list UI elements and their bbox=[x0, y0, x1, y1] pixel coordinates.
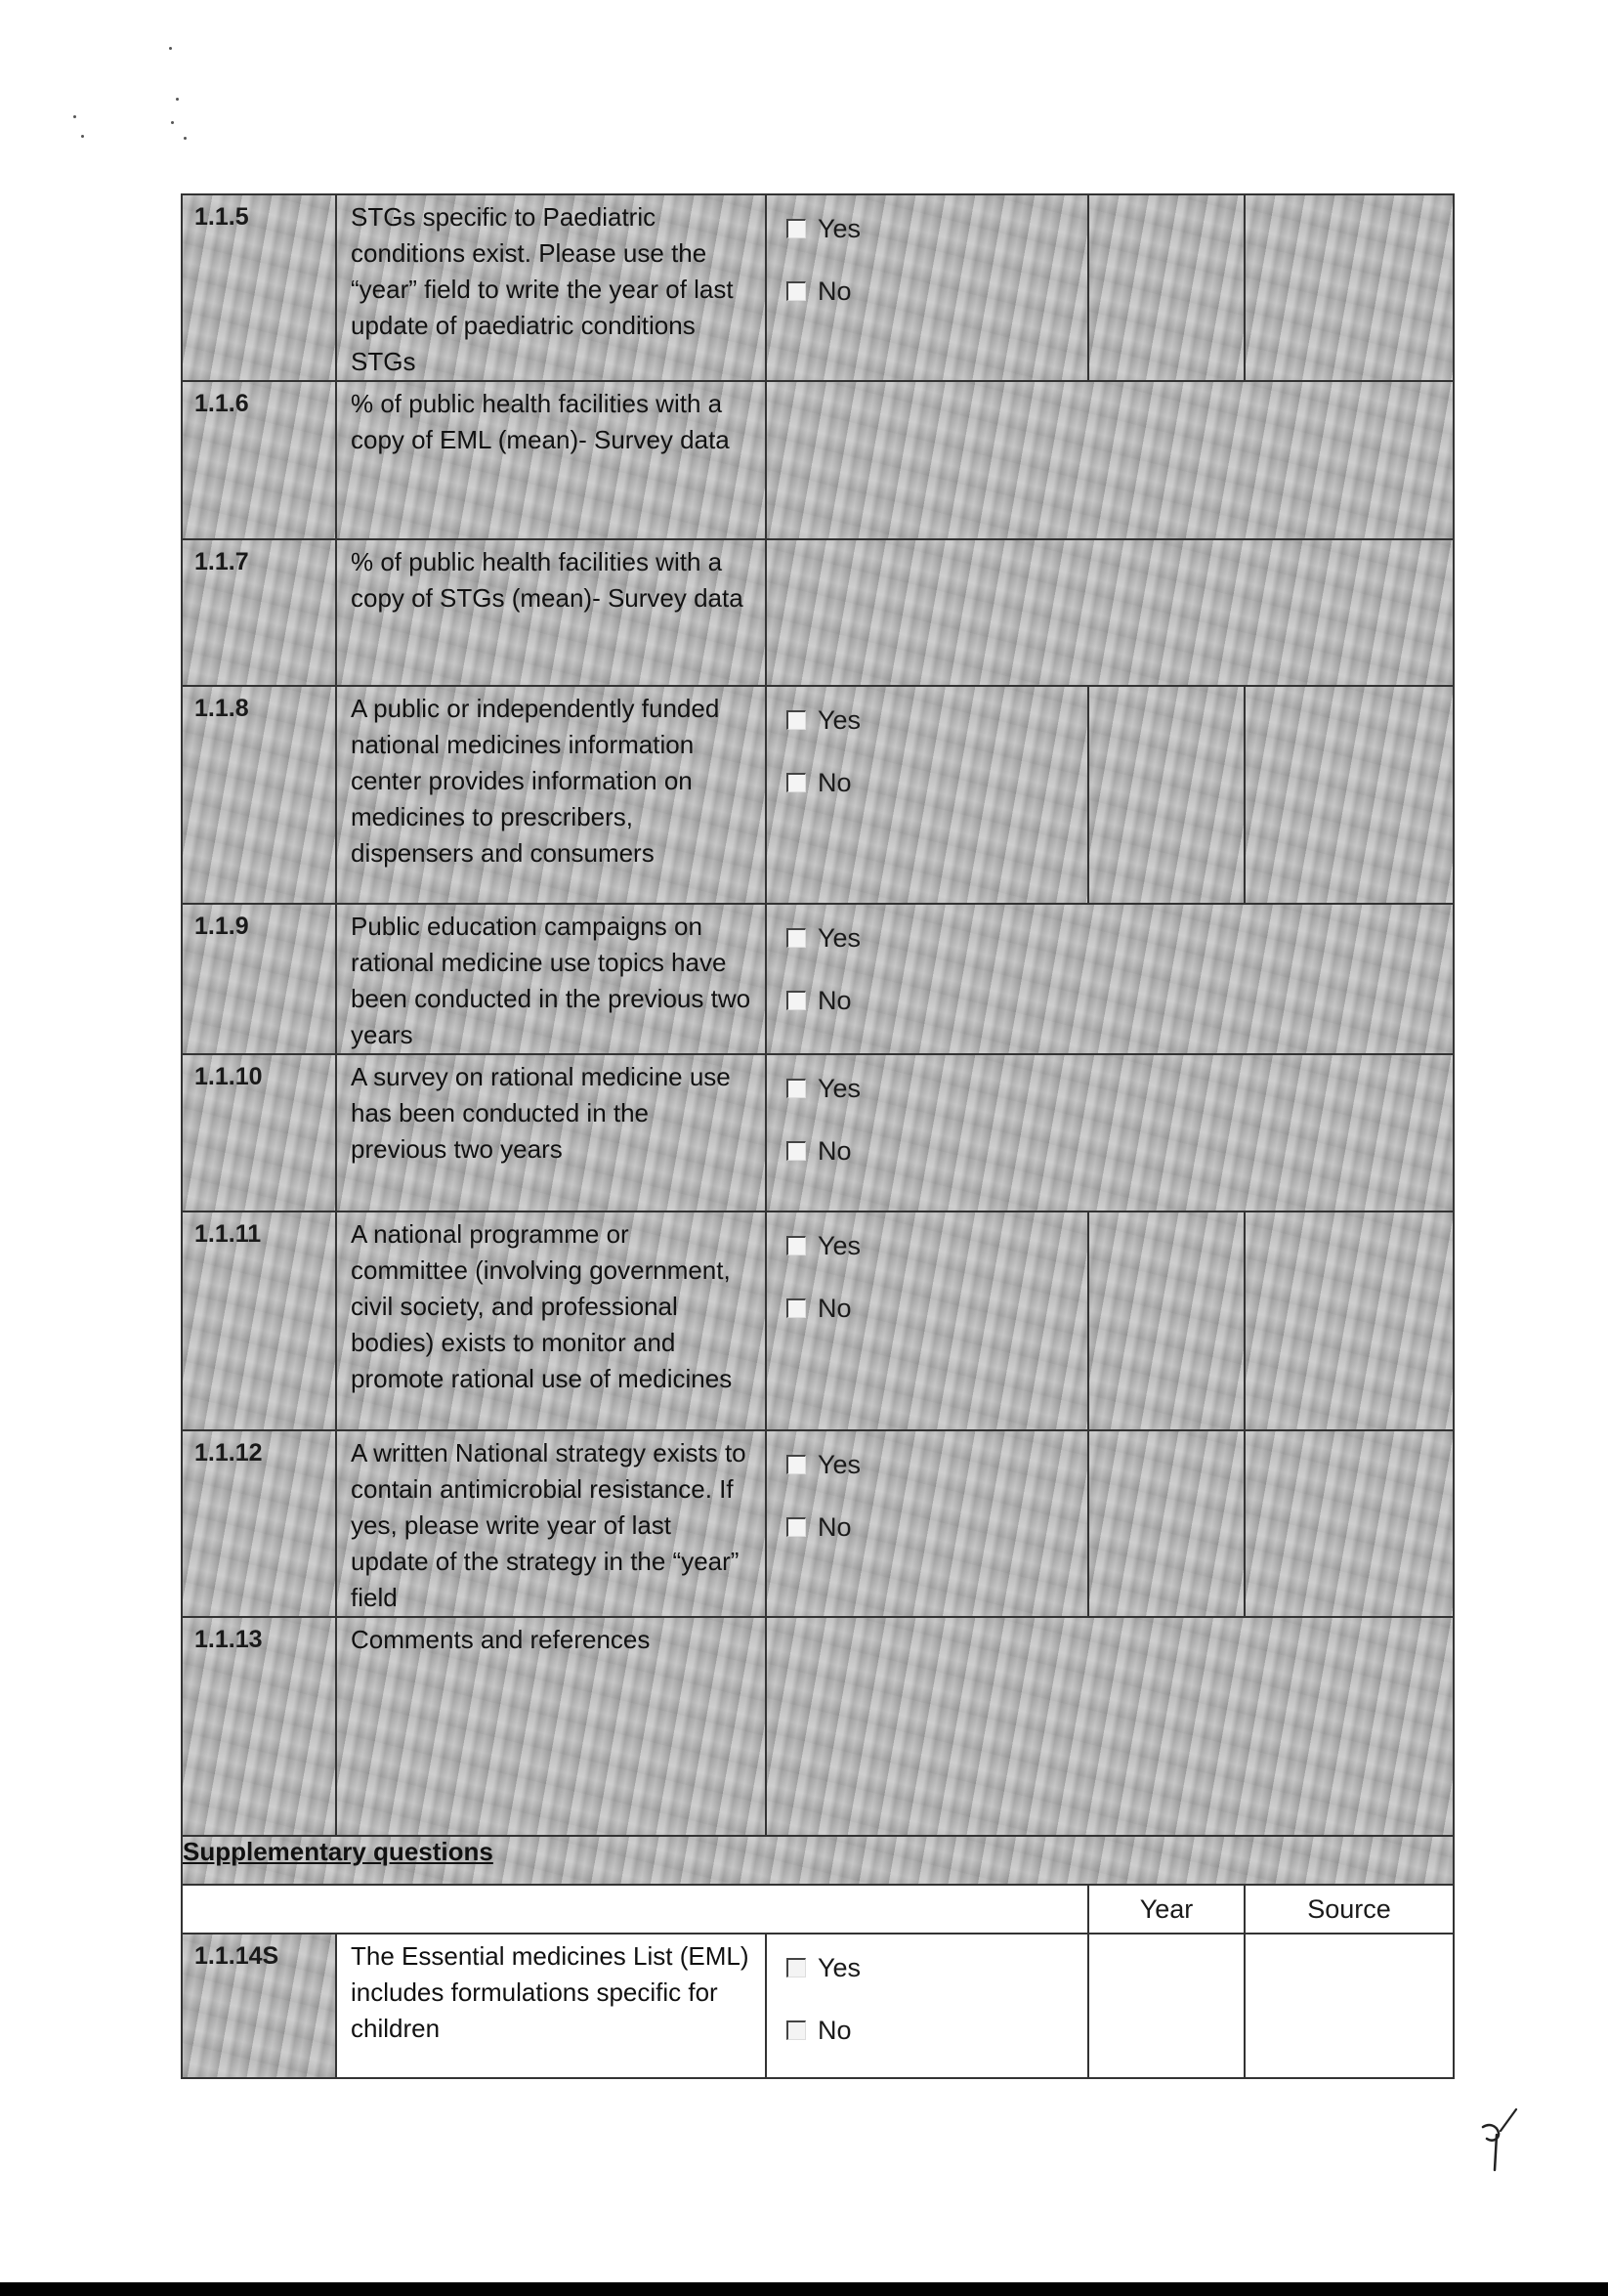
table-row bbox=[182, 1617, 1454, 1836]
checkbox-icon[interactable] bbox=[786, 1517, 806, 1537]
checkbox-icon[interactable] bbox=[786, 773, 806, 792]
source-header: Source bbox=[1245, 1885, 1454, 1934]
no-label: No bbox=[818, 276, 852, 306]
row-code: 1.1.12 bbox=[182, 1430, 336, 1617]
scan-bottom-edge bbox=[0, 2282, 1608, 2296]
row-question: Comments and references bbox=[336, 1617, 766, 1836]
table-row bbox=[182, 904, 1454, 1054]
no-option[interactable] bbox=[786, 981, 1453, 1020]
checkbox-icon[interactable] bbox=[786, 1455, 806, 1474]
source-cell[interactable] bbox=[1245, 1934, 1454, 2078]
yes-option[interactable] bbox=[786, 1948, 1087, 1987]
checkbox-icon[interactable] bbox=[786, 1079, 806, 1098]
yes-label: Yes bbox=[818, 1449, 862, 1479]
table-row bbox=[182, 1934, 1454, 2078]
yes-label: Yes bbox=[818, 1073, 862, 1103]
row-code: 1.1.13 bbox=[182, 1617, 336, 1836]
yes-no-options bbox=[766, 1054, 1454, 1212]
row-code: 1.1.7 bbox=[182, 539, 336, 686]
checkbox-icon[interactable] bbox=[786, 219, 806, 238]
checkbox-icon[interactable] bbox=[786, 1958, 806, 1977]
yes-no-options bbox=[766, 904, 1454, 1054]
year-header: Year bbox=[1088, 1885, 1245, 1934]
yes-no-options bbox=[766, 1934, 1088, 2078]
no-label: No bbox=[818, 1293, 852, 1323]
yes-label: Yes bbox=[818, 213, 862, 243]
row-question: A national programme or committee (involving government, civil society, and professional bodies) exists to monitor and promote rational use of medicines bbox=[336, 1212, 766, 1430]
value-cell[interactable] bbox=[766, 381, 1454, 539]
header-blank bbox=[182, 1885, 1088, 1934]
no-label: No bbox=[818, 985, 852, 1015]
table-row bbox=[182, 539, 1454, 686]
yes-label: Yes bbox=[818, 1952, 862, 1982]
no-option[interactable] bbox=[786, 1131, 1453, 1170]
table-row bbox=[182, 381, 1454, 539]
value-cell[interactable] bbox=[766, 539, 1454, 686]
table-row bbox=[182, 1054, 1454, 1212]
no-option[interactable] bbox=[786, 272, 1087, 311]
year-cell[interactable] bbox=[1088, 1212, 1245, 1430]
table-row bbox=[182, 1212, 1454, 1430]
scan-specks bbox=[54, 39, 210, 156]
row-code: 1.1.5 bbox=[182, 194, 336, 381]
no-label: No bbox=[818, 2015, 852, 2045]
yes-option[interactable] bbox=[786, 1445, 1087, 1484]
yes-option[interactable] bbox=[786, 1069, 1453, 1108]
row-question: A written National strategy exists to contain antimicrobial resistance. If yes, please write year of last update of the strategy in the “year” field bbox=[336, 1430, 766, 1617]
checkbox-icon[interactable] bbox=[786, 1141, 806, 1161]
source-cell[interactable] bbox=[1245, 1430, 1454, 1617]
checkbox-icon[interactable] bbox=[786, 991, 806, 1010]
yes-label: Yes bbox=[818, 704, 862, 735]
source-cell[interactable] bbox=[1245, 1212, 1454, 1430]
checkbox-icon[interactable] bbox=[786, 1236, 806, 1255]
row-code: 1.1.9 bbox=[182, 904, 336, 1054]
yes-no-options bbox=[766, 1430, 1088, 1617]
yes-label: Yes bbox=[818, 1230, 862, 1260]
no-label: No bbox=[818, 767, 852, 797]
row-question: A public or independently funded national medicines information center provides information on medicines to prescribers, dispensers and consumers bbox=[336, 686, 766, 904]
row-code: 1.1.6 bbox=[182, 381, 336, 539]
no-label: No bbox=[818, 1511, 852, 1542]
checkbox-icon[interactable] bbox=[786, 281, 806, 301]
yes-no-options bbox=[766, 1212, 1088, 1430]
header-row bbox=[182, 1885, 1454, 1934]
year-cell[interactable] bbox=[1088, 194, 1245, 381]
checkbox-icon[interactable] bbox=[786, 928, 806, 948]
no-option[interactable] bbox=[786, 2011, 1087, 2050]
checkbox-icon[interactable] bbox=[786, 710, 806, 730]
handwritten-page-number-icon bbox=[1473, 2105, 1522, 2174]
supplementary-heading: Supplementary questions bbox=[182, 1836, 1454, 1885]
row-question: % of public health facilities with a copy of STGs (mean)- Survey data bbox=[336, 539, 766, 686]
comments-cell[interactable] bbox=[766, 1617, 1454, 1836]
source-cell[interactable] bbox=[1245, 686, 1454, 904]
no-label: No bbox=[818, 1135, 852, 1166]
year-cell[interactable] bbox=[1088, 1430, 1245, 1617]
indicator-table bbox=[181, 193, 1455, 2079]
yes-option[interactable] bbox=[786, 1226, 1087, 1265]
row-question: STGs specific to Paediatric conditions exist. Please use the “year” field to write the year of last update of paediatric conditions STGs bbox=[336, 194, 766, 381]
yes-label: Yes bbox=[818, 922, 862, 953]
row-code: 1.1.11 bbox=[182, 1212, 336, 1430]
yes-option[interactable] bbox=[786, 918, 1453, 957]
table-row bbox=[182, 194, 1454, 381]
row-question: % of public health facilities with a copy of EML (mean)- Survey data bbox=[336, 381, 766, 539]
row-question: The Essential medicines List (EML) includes formulations specific for children bbox=[336, 1934, 766, 2078]
row-question: A survey on rational medicine use has been conducted in the previous two years bbox=[336, 1054, 766, 1212]
year-cell[interactable] bbox=[1088, 1934, 1245, 2078]
supplementary-heading-row bbox=[182, 1836, 1454, 1885]
source-cell[interactable] bbox=[1245, 194, 1454, 381]
no-option[interactable] bbox=[786, 1508, 1087, 1547]
row-code: 1.1.14S bbox=[182, 1934, 336, 2078]
yes-option[interactable] bbox=[786, 209, 1087, 248]
row-question: Public education campaigns on rational medicine use topics have been conducted in the previous two years bbox=[336, 904, 766, 1054]
year-cell[interactable] bbox=[1088, 686, 1245, 904]
checkbox-icon[interactable] bbox=[786, 2020, 806, 2040]
yes-option[interactable] bbox=[786, 701, 1087, 740]
row-code: 1.1.8 bbox=[182, 686, 336, 904]
table-row bbox=[182, 686, 1454, 904]
yes-no-options bbox=[766, 194, 1088, 381]
no-option[interactable] bbox=[786, 1289, 1087, 1328]
checkbox-icon[interactable] bbox=[786, 1298, 806, 1318]
yes-no-options bbox=[766, 686, 1088, 904]
row-code: 1.1.10 bbox=[182, 1054, 336, 1212]
table-row bbox=[182, 1430, 1454, 1617]
no-option[interactable] bbox=[786, 763, 1087, 802]
